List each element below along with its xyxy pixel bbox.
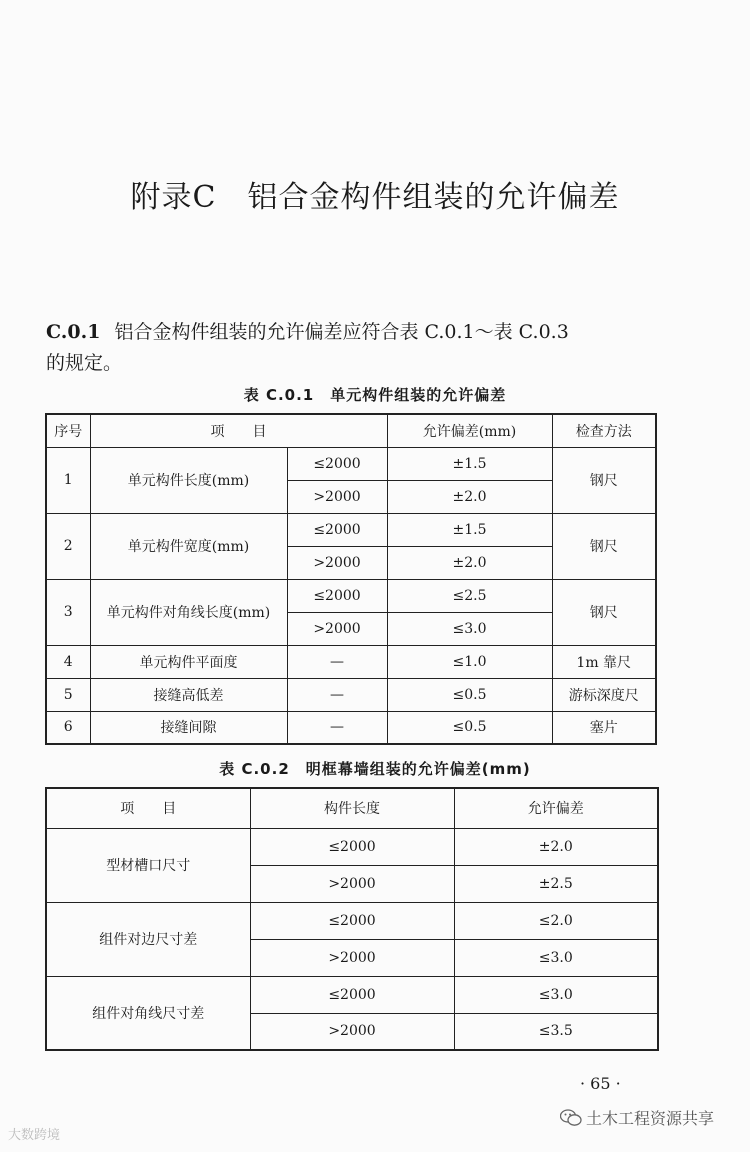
cell-item: 接缝间隙 xyxy=(90,711,287,744)
table-row xyxy=(46,513,656,546)
page-title: 附录C 铝合金构件组装的允许偏差 xyxy=(130,180,620,215)
cell-tolerance: ±2.0 xyxy=(454,828,658,865)
table-header-row xyxy=(46,788,658,828)
cell-range: — xyxy=(287,711,387,744)
cell-tolerance: ±1.5 xyxy=(387,447,552,480)
cell-item: 单元构件平面度 xyxy=(90,645,287,678)
cell-range: >2000 xyxy=(287,612,387,645)
header-tolerance: 允许偏差 xyxy=(454,788,658,828)
table-row xyxy=(46,579,656,612)
cell-tolerance: ≤0.5 xyxy=(387,711,552,744)
cell-method: 1m 靠尺 xyxy=(552,645,656,678)
cell-range: ≤2000 xyxy=(287,579,387,612)
cell-item: 单元构件宽度(mm) xyxy=(90,513,287,579)
cell-no: 6 xyxy=(46,711,90,744)
header-length: 构件长度 xyxy=(250,788,454,828)
cell-tolerance: ≤2.5 xyxy=(387,579,552,612)
table-row xyxy=(46,711,656,744)
cell-tolerance: ±2.0 xyxy=(387,480,552,513)
cell-no: 2 xyxy=(46,513,90,579)
table-row xyxy=(46,902,658,939)
header-item: 项 目 xyxy=(90,414,387,447)
cell-range: — xyxy=(287,645,387,678)
cell-tolerance: ≤3.0 xyxy=(454,939,658,976)
header-method: 检查方法 xyxy=(552,414,656,447)
cell-tolerance: ≤3.5 xyxy=(454,1013,658,1050)
cell-no: 4 xyxy=(46,645,90,678)
cell-item: 型材槽口尺寸 xyxy=(46,828,250,902)
table-c01 xyxy=(45,413,657,745)
watermark-account-name: 土木工程资源共享 xyxy=(586,1109,715,1128)
header-tolerance: 允许偏差(mm) xyxy=(387,414,552,447)
cell-item: 单元构件对角线长度(mm) xyxy=(90,579,287,645)
cell-tolerance: ≤3.0 xyxy=(454,976,658,1013)
cell-range: ≤2000 xyxy=(250,902,454,939)
wechat-icon xyxy=(560,1109,582,1127)
header-item: 项 目 xyxy=(46,788,250,828)
clause-number: C.0.1 xyxy=(46,321,101,343)
cell-tolerance: ±2.5 xyxy=(454,865,658,902)
cell-range: >2000 xyxy=(287,546,387,579)
cell-method: 游标深度尺 xyxy=(552,678,656,711)
cell-method: 钢尺 xyxy=(552,579,656,645)
cell-range: >2000 xyxy=(250,865,454,902)
cell-range: ≤2000 xyxy=(250,976,454,1013)
cell-no: 3 xyxy=(46,579,90,645)
cell-range: ≤2000 xyxy=(250,828,454,865)
cell-range: >2000 xyxy=(287,480,387,513)
cell-no: 5 xyxy=(46,678,90,711)
cell-method: 塞片 xyxy=(552,711,656,744)
watermark-left: 大数跨境 xyxy=(8,1128,61,1143)
table-row xyxy=(46,976,658,1013)
table1-caption: 表 C.0.1 单元构件组装的允许偏差 xyxy=(243,386,507,404)
cell-tolerance: ≤2.0 xyxy=(454,902,658,939)
cell-tolerance: ≤0.5 xyxy=(387,678,552,711)
cell-range: ≤2000 xyxy=(287,447,387,480)
cell-range: >2000 xyxy=(250,939,454,976)
cell-range: ≤2000 xyxy=(287,513,387,546)
cell-tolerance: ±1.5 xyxy=(387,513,552,546)
cell-no: 1 xyxy=(46,447,90,513)
cell-method: 钢尺 xyxy=(552,447,656,513)
cell-item: 组件对边尺寸差 xyxy=(46,902,250,976)
cell-range: — xyxy=(287,678,387,711)
cell-method: 钢尺 xyxy=(552,513,656,579)
page-number: · 65 · xyxy=(580,1074,621,1093)
table-c02 xyxy=(45,787,659,1051)
watermark-account xyxy=(560,1106,714,1129)
cell-range: >2000 xyxy=(250,1013,454,1050)
cell-item: 接缝高低差 xyxy=(90,678,287,711)
table2-caption: 表 C.0.2 明框幕墙组装的允许偏差(mm) xyxy=(219,760,531,778)
table-row xyxy=(46,828,658,865)
cell-item: 组件对角线尺寸差 xyxy=(46,976,250,1050)
clause-line-2: 的规定。 xyxy=(46,352,123,374)
table-row xyxy=(46,447,656,480)
cell-tolerance: ≤3.0 xyxy=(387,612,552,645)
table-row xyxy=(46,678,656,711)
cell-tolerance: ≤1.0 xyxy=(387,645,552,678)
cell-tolerance: ±2.0 xyxy=(387,546,552,579)
header-no: 序号 xyxy=(46,414,90,447)
table-header-row xyxy=(46,414,656,447)
clause-text-1: 铝合金构件组装的允许偏差应符合表 C.0.1～表 C.0.3 xyxy=(114,321,569,343)
table-row xyxy=(46,645,656,678)
clause-line-1 xyxy=(46,316,686,349)
cell-item: 单元构件长度(mm) xyxy=(90,447,287,513)
